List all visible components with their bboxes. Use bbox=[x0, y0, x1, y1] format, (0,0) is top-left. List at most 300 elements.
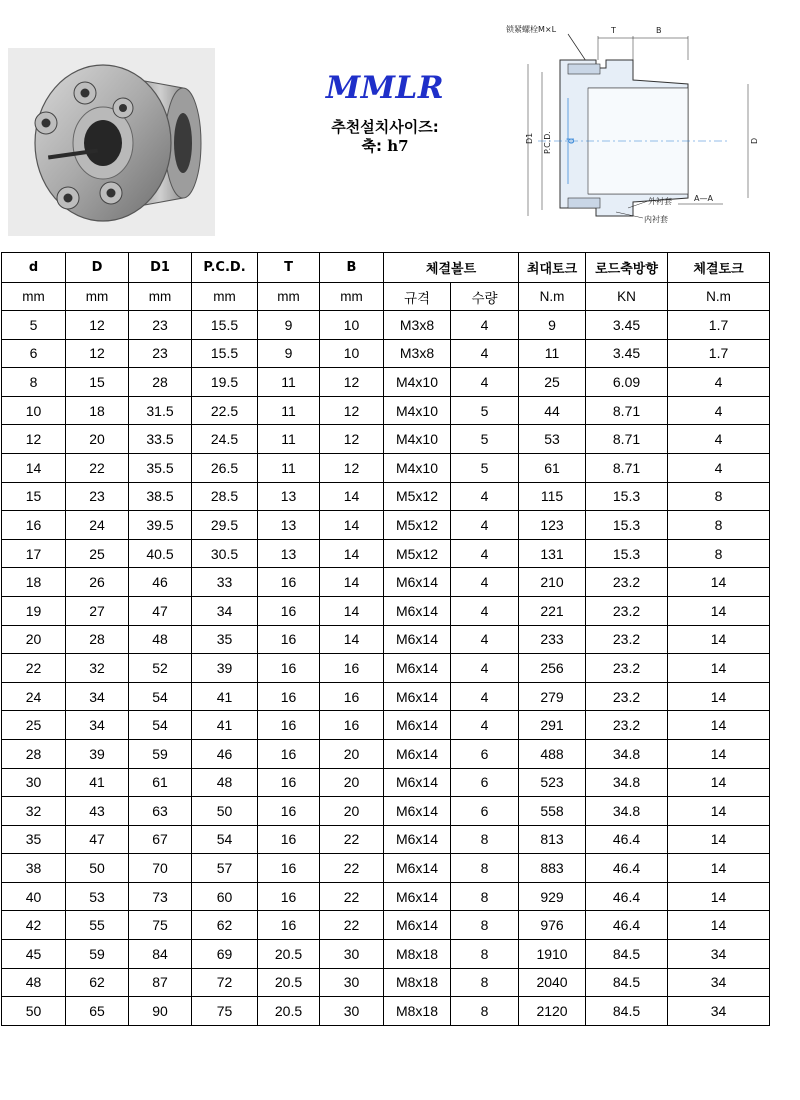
table-cell: 26 bbox=[66, 568, 129, 597]
table-cell: 22 bbox=[320, 825, 384, 854]
table-cell: 221 bbox=[519, 596, 586, 625]
table-cell: M6x14 bbox=[384, 682, 451, 711]
table-cell: 14 bbox=[668, 854, 770, 883]
table-cell: 14 bbox=[668, 882, 770, 911]
table-row bbox=[2, 396, 770, 425]
table-cell: 16 bbox=[320, 682, 384, 711]
table-cell: 23 bbox=[66, 482, 129, 511]
table-cell: 4 bbox=[668, 368, 770, 397]
table-cell: 20.5 bbox=[258, 940, 320, 969]
table-cell: 46.4 bbox=[586, 825, 668, 854]
col-header-D: D bbox=[66, 253, 129, 283]
table-cell: 42 bbox=[2, 911, 66, 940]
dim-PCD-label: P.C.D. bbox=[543, 131, 552, 154]
table-cell: 4 bbox=[451, 482, 519, 511]
table-cell: 8 bbox=[451, 940, 519, 969]
table-cell: M6x14 bbox=[384, 768, 451, 797]
table-cell: 9 bbox=[258, 311, 320, 340]
table-cell: 14 bbox=[320, 539, 384, 568]
table-row bbox=[2, 368, 770, 397]
table-cell: 41 bbox=[192, 711, 258, 740]
table-cell: M6x14 bbox=[384, 825, 451, 854]
table-cell: 4 bbox=[451, 711, 519, 740]
table-cell: 20 bbox=[2, 625, 66, 654]
table-row bbox=[2, 453, 770, 482]
table-cell: 62 bbox=[192, 911, 258, 940]
table-cell: 61 bbox=[519, 453, 586, 482]
unit-cell: KN bbox=[586, 283, 668, 311]
col-header-D1: D1 bbox=[129, 253, 192, 283]
table-cell: 15 bbox=[66, 368, 129, 397]
table-cell: 12 bbox=[66, 339, 129, 368]
table-cell: 23 bbox=[129, 311, 192, 340]
table-cell: 24 bbox=[2, 682, 66, 711]
table-cell: 291 bbox=[519, 711, 586, 740]
dim-T-label: T bbox=[611, 26, 616, 35]
unit-cell-spec: 규격 bbox=[384, 283, 451, 311]
table-cell: 883 bbox=[519, 854, 586, 883]
table-cell: 8 bbox=[2, 368, 66, 397]
table-row bbox=[2, 682, 770, 711]
table-row bbox=[2, 940, 770, 969]
table-cell: 6 bbox=[451, 797, 519, 826]
table-cell: M5x12 bbox=[384, 539, 451, 568]
table-cell: 44 bbox=[519, 396, 586, 425]
table-cell: 16 bbox=[258, 654, 320, 683]
table-cell: 16 bbox=[320, 654, 384, 683]
product-title: MMLR bbox=[325, 70, 445, 106]
table-cell: 8 bbox=[668, 511, 770, 540]
table-cell: 8 bbox=[451, 854, 519, 883]
table-cell: 40 bbox=[2, 882, 66, 911]
table-cell: 14 bbox=[320, 568, 384, 597]
table-cell: 72 bbox=[192, 968, 258, 997]
table-cell: 3.45 bbox=[586, 339, 668, 368]
table-cell: 6 bbox=[451, 739, 519, 768]
table-cell: 12 bbox=[320, 425, 384, 454]
table-cell: 13 bbox=[258, 482, 320, 511]
table-cell: 33.5 bbox=[129, 425, 192, 454]
table-cell: 53 bbox=[519, 425, 586, 454]
table-cell: 25 bbox=[519, 368, 586, 397]
table-cell: 34 bbox=[66, 711, 129, 740]
table-cell: 16 bbox=[258, 625, 320, 654]
table-cell: 16 bbox=[258, 711, 320, 740]
table-cell: 233 bbox=[519, 625, 586, 654]
table-cell: 13 bbox=[258, 539, 320, 568]
table-row bbox=[2, 625, 770, 654]
table-cell: 20 bbox=[66, 425, 129, 454]
table-row bbox=[2, 568, 770, 597]
table-cell: 8 bbox=[451, 997, 519, 1026]
col-header-tightening-torque: 체결토크 bbox=[668, 253, 770, 283]
table-cell: 20 bbox=[320, 797, 384, 826]
table-cell: M3x8 bbox=[384, 339, 451, 368]
table-cell: 11 bbox=[258, 396, 320, 425]
table-cell: 39 bbox=[66, 739, 129, 768]
table-cell: 90 bbox=[129, 997, 192, 1026]
table-cell: 46.4 bbox=[586, 911, 668, 940]
table-cell: 34 bbox=[668, 997, 770, 1026]
product-photo bbox=[8, 48, 215, 236]
table-cell: 210 bbox=[519, 568, 586, 597]
table-cell: 15.5 bbox=[192, 311, 258, 340]
table-cell: 65 bbox=[66, 997, 129, 1026]
table-cell: 14 bbox=[2, 453, 66, 482]
table-cell: 30.5 bbox=[192, 539, 258, 568]
table-cell: 15.5 bbox=[192, 339, 258, 368]
table-cell: 16 bbox=[258, 739, 320, 768]
table-cell: 31.5 bbox=[129, 396, 192, 425]
table-cell: M6x14 bbox=[384, 911, 451, 940]
table-cell: 28.5 bbox=[192, 482, 258, 511]
table-row bbox=[2, 882, 770, 911]
table-cell: 976 bbox=[519, 911, 586, 940]
table-cell: 28 bbox=[129, 368, 192, 397]
locking-assembly-illustration bbox=[8, 48, 215, 236]
dim-D-label: D bbox=[750, 137, 759, 144]
table-cell: 41 bbox=[192, 682, 258, 711]
table-cell: 34 bbox=[192, 596, 258, 625]
col-header-d: d bbox=[2, 253, 66, 283]
table-cell: 75 bbox=[192, 997, 258, 1026]
table-cell: 14 bbox=[668, 739, 770, 768]
table-row bbox=[2, 968, 770, 997]
table-cell: 16 bbox=[2, 511, 66, 540]
table-cell: 34.8 bbox=[586, 768, 668, 797]
table-cell: 488 bbox=[519, 739, 586, 768]
table-cell: M6x14 bbox=[384, 568, 451, 597]
table-cell: 33 bbox=[192, 568, 258, 597]
table-cell: 30 bbox=[2, 768, 66, 797]
table-row bbox=[2, 511, 770, 540]
table-cell: 34 bbox=[668, 968, 770, 997]
table-cell: 16 bbox=[258, 911, 320, 940]
table-cell: 14 bbox=[320, 625, 384, 654]
table-cell: 18 bbox=[66, 396, 129, 425]
table-cell: 30 bbox=[320, 997, 384, 1026]
table-cell: 10 bbox=[320, 339, 384, 368]
table-cell: 6.09 bbox=[586, 368, 668, 397]
table-cell: 53 bbox=[66, 882, 129, 911]
dim-d-label: d bbox=[566, 137, 577, 144]
table-cell: 63 bbox=[129, 797, 192, 826]
table-cell: 14 bbox=[668, 596, 770, 625]
table-cell: M6x14 bbox=[384, 797, 451, 826]
unit-cell: mm bbox=[258, 283, 320, 311]
table-row bbox=[2, 997, 770, 1026]
table-cell: 39 bbox=[192, 654, 258, 683]
table-cell: 4 bbox=[668, 396, 770, 425]
table-cell: M4x10 bbox=[384, 425, 451, 454]
table-cell: 123 bbox=[519, 511, 586, 540]
table-cell: 19 bbox=[2, 596, 66, 625]
table-cell: M3x8 bbox=[384, 311, 451, 340]
table-row bbox=[2, 768, 770, 797]
table-row bbox=[2, 825, 770, 854]
table-cell: 15.3 bbox=[586, 539, 668, 568]
table-cell: 40.5 bbox=[129, 539, 192, 568]
table-cell: 47 bbox=[66, 825, 129, 854]
unit-cell: mm bbox=[129, 283, 192, 311]
table-cell: 26.5 bbox=[192, 453, 258, 482]
table-cell: 8 bbox=[451, 825, 519, 854]
table-cell: 22 bbox=[320, 882, 384, 911]
table-cell: 1.7 bbox=[668, 339, 770, 368]
unit-cell-qty: 수량 bbox=[451, 283, 519, 311]
table-cell: 48 bbox=[129, 625, 192, 654]
col-header-bolt: 체결볼트 bbox=[384, 253, 519, 283]
table-cell: 35 bbox=[2, 825, 66, 854]
table-cell: 12 bbox=[66, 311, 129, 340]
table-cell: 12 bbox=[320, 453, 384, 482]
table-cell: 25 bbox=[66, 539, 129, 568]
table-cell: 39.5 bbox=[129, 511, 192, 540]
table-cell: 13 bbox=[258, 511, 320, 540]
table-cell: 8 bbox=[668, 539, 770, 568]
table-cell: 48 bbox=[2, 968, 66, 997]
table-cell: 14 bbox=[668, 711, 770, 740]
table-cell: 35.5 bbox=[129, 453, 192, 482]
table-cell: 14 bbox=[320, 482, 384, 511]
table-cell: 22 bbox=[320, 854, 384, 883]
table-cell: 23.2 bbox=[586, 711, 668, 740]
table-cell: 11 bbox=[519, 339, 586, 368]
table-cell: 12 bbox=[2, 425, 66, 454]
table-cell: 4 bbox=[668, 425, 770, 454]
table-cell: 43 bbox=[66, 797, 129, 826]
table-cell: 16 bbox=[258, 854, 320, 883]
col-header-B: B bbox=[320, 253, 384, 283]
table-cell: 14 bbox=[668, 797, 770, 826]
table-cell: 52 bbox=[129, 654, 192, 683]
table-row bbox=[2, 311, 770, 340]
table-cell: 4 bbox=[451, 596, 519, 625]
table-cell: 23.2 bbox=[586, 568, 668, 597]
table-cell: 23.2 bbox=[586, 625, 668, 654]
unit-cell: N.m bbox=[519, 283, 586, 311]
table-cell: 67 bbox=[129, 825, 192, 854]
table-cell: 54 bbox=[129, 682, 192, 711]
table-row bbox=[2, 911, 770, 940]
table-cell: 70 bbox=[129, 854, 192, 883]
table-cell: 17 bbox=[2, 539, 66, 568]
table-cell: M8x18 bbox=[384, 968, 451, 997]
table-cell: 131 bbox=[519, 539, 586, 568]
table-cell: 11 bbox=[258, 453, 320, 482]
table-cell: 62 bbox=[66, 968, 129, 997]
table-cell: 18 bbox=[2, 568, 66, 597]
table-cell: 16 bbox=[258, 568, 320, 597]
table-cell: 87 bbox=[129, 968, 192, 997]
table-cell: 1910 bbox=[519, 940, 586, 969]
table-cell: 22 bbox=[66, 453, 129, 482]
table-cell: 4 bbox=[451, 368, 519, 397]
table-cell: 45 bbox=[2, 940, 66, 969]
shaft-tolerance bbox=[300, 135, 470, 156]
table-cell: 84.5 bbox=[586, 997, 668, 1026]
table-cell: 15 bbox=[2, 482, 66, 511]
table-cell: 23.2 bbox=[586, 682, 668, 711]
table-cell: 11 bbox=[258, 368, 320, 397]
table-cell: 6 bbox=[2, 339, 66, 368]
table-cell: 25 bbox=[2, 711, 66, 740]
table-cell: 14 bbox=[668, 825, 770, 854]
table-cell: 14 bbox=[320, 596, 384, 625]
table-cell: 73 bbox=[129, 882, 192, 911]
table-cell: 5 bbox=[451, 425, 519, 454]
table-cell: 523 bbox=[519, 768, 586, 797]
table-cell: 3.45 bbox=[586, 311, 668, 340]
table-cell: 5 bbox=[2, 311, 66, 340]
table-cell: 50 bbox=[66, 854, 129, 883]
table-cell: 34.8 bbox=[586, 797, 668, 826]
table-cell: 4 bbox=[451, 654, 519, 683]
dim-B-label: B bbox=[656, 26, 662, 35]
table-cell: M6x14 bbox=[384, 739, 451, 768]
table-cell: 20 bbox=[320, 739, 384, 768]
table-row bbox=[2, 482, 770, 511]
spec-table-body bbox=[2, 311, 770, 1026]
table-row bbox=[2, 339, 770, 368]
table-cell: 14 bbox=[668, 654, 770, 683]
table-cell: 20.5 bbox=[258, 997, 320, 1026]
table-cell: 2120 bbox=[519, 997, 586, 1026]
table-cell: 32 bbox=[2, 797, 66, 826]
table-cell: M6x14 bbox=[384, 596, 451, 625]
col-header-pcd: P.C.D. bbox=[192, 253, 258, 283]
table-cell: 14 bbox=[668, 568, 770, 597]
table-cell: 929 bbox=[519, 882, 586, 911]
table-cell: 30 bbox=[320, 968, 384, 997]
shaft-tolerance-value: h7 bbox=[387, 137, 409, 155]
table-cell: 5 bbox=[451, 396, 519, 425]
table-cell: 4 bbox=[451, 625, 519, 654]
table-cell: 4 bbox=[451, 339, 519, 368]
table-cell: 34 bbox=[66, 682, 129, 711]
table-cell: 4 bbox=[668, 453, 770, 482]
table-cell: 55 bbox=[66, 911, 129, 940]
table-cell: 84.5 bbox=[586, 940, 668, 969]
outer-sleeve-label: 外衬套 bbox=[648, 197, 672, 206]
table-cell: 16 bbox=[258, 825, 320, 854]
table-cell: M5x12 bbox=[384, 511, 451, 540]
table-cell: 14 bbox=[320, 511, 384, 540]
table-cell: 54 bbox=[192, 825, 258, 854]
bolt-label: 锁紧螺栓M×L bbox=[506, 25, 557, 34]
table-cell: 14 bbox=[668, 625, 770, 654]
table-cell: 54 bbox=[129, 711, 192, 740]
table-cell: 46 bbox=[192, 739, 258, 768]
cross-section-drawing bbox=[498, 16, 794, 230]
table-cell: 20.5 bbox=[258, 968, 320, 997]
table-cell: 22 bbox=[320, 911, 384, 940]
technical-drawing bbox=[498, 16, 794, 230]
table-cell: 84 bbox=[129, 940, 192, 969]
table-cell: 46.4 bbox=[586, 854, 668, 883]
table-cell: 16 bbox=[258, 596, 320, 625]
table-cell: 813 bbox=[519, 825, 586, 854]
table-cell: 34 bbox=[668, 940, 770, 969]
table-cell: 10 bbox=[320, 311, 384, 340]
table-cell: 19.5 bbox=[192, 368, 258, 397]
table-cell: 29.5 bbox=[192, 511, 258, 540]
table-cell: 12 bbox=[320, 368, 384, 397]
unit-cell: N.m bbox=[668, 283, 770, 311]
header-row bbox=[2, 253, 770, 283]
section-label: A—A bbox=[694, 194, 713, 203]
table-cell: 15.3 bbox=[586, 482, 668, 511]
table-cell: 4 bbox=[451, 511, 519, 540]
table-cell: 50 bbox=[2, 997, 66, 1026]
table-row bbox=[2, 654, 770, 683]
table-cell: 50 bbox=[192, 797, 258, 826]
table-cell: 28 bbox=[2, 739, 66, 768]
table-row bbox=[2, 539, 770, 568]
table-cell: 47 bbox=[129, 596, 192, 625]
table-cell: 8 bbox=[668, 482, 770, 511]
table-cell: M6x14 bbox=[384, 711, 451, 740]
inner-sleeve-label: 内衬套 bbox=[644, 215, 668, 224]
unit-cell: mm bbox=[2, 283, 66, 311]
table-cell: 8.71 bbox=[586, 396, 668, 425]
table-cell: M5x12 bbox=[384, 482, 451, 511]
table-cell: 28 bbox=[66, 625, 129, 654]
table-cell: 15.3 bbox=[586, 511, 668, 540]
table-cell: 35 bbox=[192, 625, 258, 654]
table-cell: 256 bbox=[519, 654, 586, 683]
shaft-label: 축: bbox=[361, 137, 382, 155]
table-cell: 2040 bbox=[519, 968, 586, 997]
table-cell: 61 bbox=[129, 768, 192, 797]
table-cell: 4 bbox=[451, 568, 519, 597]
table-cell: M4x10 bbox=[384, 396, 451, 425]
table-cell: M4x10 bbox=[384, 453, 451, 482]
table-row bbox=[2, 854, 770, 883]
table-cell: 8 bbox=[451, 882, 519, 911]
table-cell: 24 bbox=[66, 511, 129, 540]
table-cell: 38 bbox=[2, 854, 66, 883]
recommended-install-size-label: 추천설치사이즈: bbox=[331, 118, 439, 136]
table-cell: 115 bbox=[519, 482, 586, 511]
table-cell: 27 bbox=[66, 596, 129, 625]
unit-cell: mm bbox=[66, 283, 129, 311]
table-cell: 5 bbox=[451, 453, 519, 482]
table-cell: 4 bbox=[451, 311, 519, 340]
table-cell: M4x10 bbox=[384, 368, 451, 397]
table-cell: 84.5 bbox=[586, 968, 668, 997]
table-cell: 60 bbox=[192, 882, 258, 911]
table-cell: 23.2 bbox=[586, 654, 668, 683]
table-cell: 14 bbox=[668, 682, 770, 711]
table-cell: 6 bbox=[451, 768, 519, 797]
table-cell: 558 bbox=[519, 797, 586, 826]
table-cell: 23 bbox=[129, 339, 192, 368]
table-cell: M6x14 bbox=[384, 654, 451, 683]
table-cell: 8 bbox=[451, 968, 519, 997]
unit-cell: mm bbox=[192, 283, 258, 311]
col-header-axial-load: 로드축방향 bbox=[586, 253, 668, 283]
table-cell: 46 bbox=[129, 568, 192, 597]
table-cell: 8.71 bbox=[586, 453, 668, 482]
table-cell: M6x14 bbox=[384, 625, 451, 654]
table-cell: 59 bbox=[129, 739, 192, 768]
table-cell: 57 bbox=[192, 854, 258, 883]
table-row bbox=[2, 596, 770, 625]
table-cell: 16 bbox=[258, 682, 320, 711]
table-cell: 38.5 bbox=[129, 482, 192, 511]
table-cell: 8 bbox=[451, 911, 519, 940]
